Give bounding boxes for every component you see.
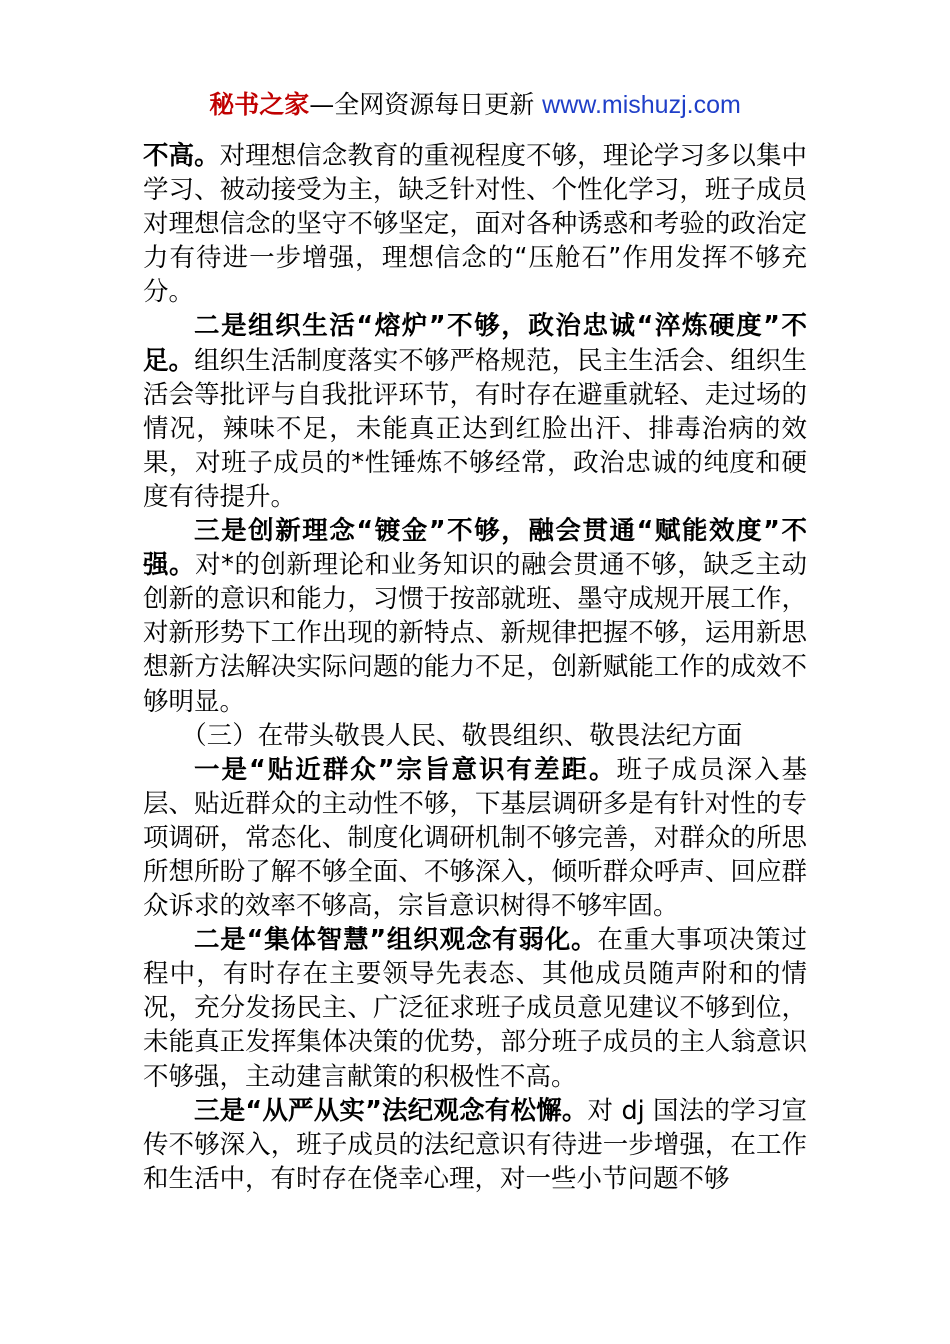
paragraph-collective-wisdom	[143, 923, 807, 1093]
site-tagline: —全网资源每日更新	[309, 90, 543, 119]
paragraph-text: 班子成员深入基层、贴近群众的主动性不够，下基层调研多是有针对性的专项调研，常态化、制度化调研机制不够完善，对群众的所思所想所盼了解不够全面、不够深入，倾听群众呼声、回应群众诉求的效率不够高，宗旨意识树得不够牢固。	[143, 754, 807, 922]
paragraph-lead: 二是“集体智慧”组织观念有弱化。	[194, 925, 598, 956]
paragraph-text: 对 dj 国法的学习宣传不够深入，班子成员的法纪意识有待进一步增强，在工作和生活中，有时存在侥幸心理，对一些小节问题不够	[143, 1095, 807, 1194]
paragraph-organization-life	[143, 309, 807, 514]
paragraph-text: 在重大事项决策过程中，有时存在主要领导先表态、其他成员随声附和的情况，充分发扬民主、广泛征求班子成员意见建议不够到位，未能真正发挥集体决策的优势，部分班子成员的主人翁意识不够强，主动建言献策的积极性不高。	[143, 925, 807, 1092]
paragraph-lead: 三是创新理念“镀金”不够，融会贯通“赋能效度”不强。	[143, 516, 807, 581]
section-heading-text: （三）在带头敬畏人民、敬畏组织、敬畏法纪方面	[181, 720, 743, 751]
site-url-link[interactable]: www.mishuzj.com	[542, 91, 741, 119]
paragraph-lead: 不高。	[143, 141, 220, 171]
paragraph-masses	[143, 753, 807, 923]
paragraph-text: 组织生活制度落实不够严格规范，民主生活会、组织生活会等批评与自我批评环节，有时存在避重就轻、走过场的情况，辣味不足，未能真正达到红脸出汗、排毒治病的效果，对班子成员的*性锤炼不够经常，政治忠诚的纯度和硬度有待提升。	[143, 345, 807, 512]
paragraph-lead: 二是组织生活“熔炉”不够，政治忠诚“淬炼硬度”不足。	[143, 311, 807, 376]
paragraph-text: 对*的创新理论和业务知识的融会贯通不够，缺乏主动创新的意识和能力，习惯于按部就班、墨守成规开展工作，对新形势下工作出现的新特点、新规律把握不够，运用新思想新方法解决实际问题的能力不足，创新赋能工作的成效不够明显。	[143, 550, 807, 717]
paragraph-text: 对理想信念教育的重视程度不够，理论学习多以集中学习、被动接受为主，缺乏针对性、个性化学习，班子成员对理想信念的坚守不够坚定，面对各种诱惑和考验的政治定力有待进一步增强，理想信念的“压舱石”作用发挥不够充分。	[143, 141, 807, 308]
site-brand: 秘书之家	[209, 90, 310, 119]
paragraph-innovation	[143, 514, 807, 719]
section-heading	[143, 719, 807, 753]
site-header	[0, 88, 950, 122]
paragraph-continued	[143, 139, 807, 309]
paragraph-lead: 三是“从严从实”法纪观念有松懈。	[194, 1095, 588, 1126]
paragraph-discipline	[143, 1094, 807, 1196]
document-body	[143, 139, 807, 1196]
paragraph-lead: 一是“贴近群众”宗旨意识有差距。	[194, 754, 617, 785]
